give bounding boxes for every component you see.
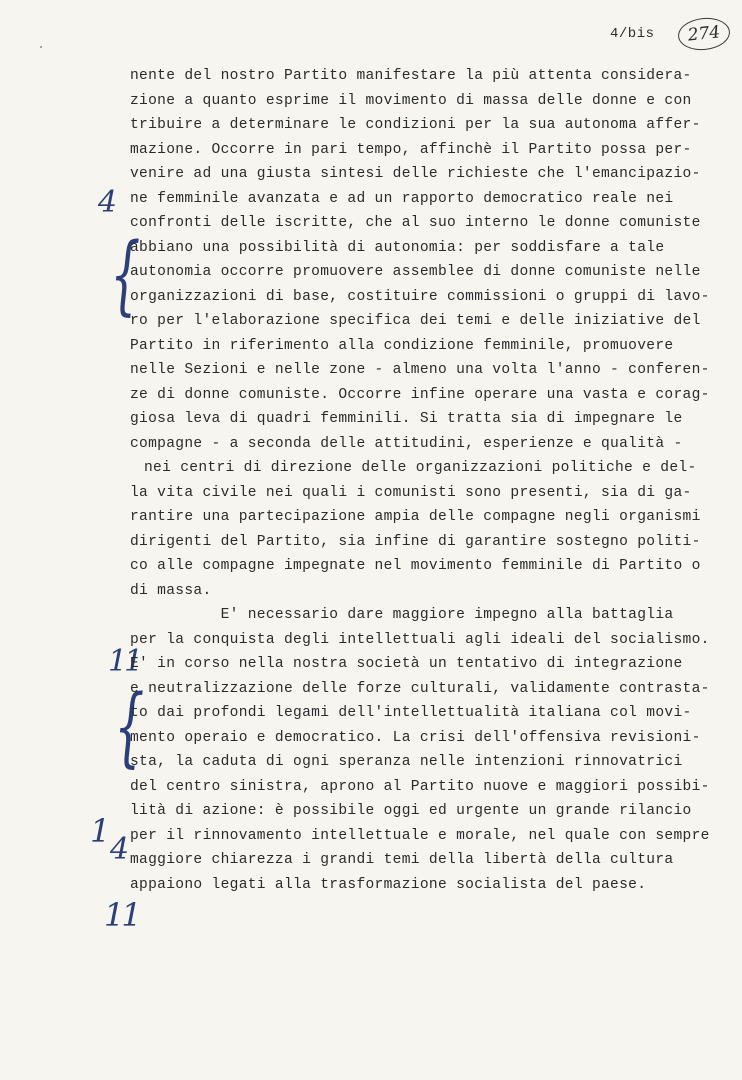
text-line: nelle Sezioni e nelle zone - almeno una volta l'anno - conferen- xyxy=(130,362,710,378)
text-line: to dai profondi legami dell'intellettualità italiana col movi- xyxy=(130,705,692,721)
text-line: sta, la caduta di ogni speranza nelle intenzioni rinnovatrici xyxy=(130,754,683,770)
text-line: ze di donne comuniste. Occorre infine operare una vasta e corag- xyxy=(130,386,710,403)
margin-mark-11-b: 11 xyxy=(104,896,139,934)
text-line: organizzazioni di base, costituire commissioni o gruppi di lavo- xyxy=(130,288,710,305)
margin-mark-4-b: 4 xyxy=(110,832,130,867)
text-line: zione a quanto esprime il movimento di massa delle donne e con xyxy=(130,92,692,109)
text-line: venire ad una giusta sintesi delle richieste che l'emancipazio- xyxy=(130,166,701,182)
text-line: ro per l'elaborazione specifica dei temi e delle iniziative del xyxy=(130,313,701,329)
text-line: Partito in riferimento alla condizione femminile, promuovere xyxy=(130,337,674,354)
archive-stamp xyxy=(676,15,731,52)
text-line: autonomia occorre promuovere assemblee di donne comuniste nelle xyxy=(130,264,701,280)
text-line: dirigenti del Partito, sia infine di garantire sostegno politi- xyxy=(130,533,701,550)
margin-brace-1: { xyxy=(110,225,141,325)
text-line: del centro sinistra, aprono al Partito nuove e maggiori possibi- xyxy=(130,778,710,795)
text-line: abbiano una possibilità di autonomia: per soddisfare a tale xyxy=(130,239,665,256)
text-line: nente del nostro Partito manifestare la più attenta considera- xyxy=(130,68,692,84)
page-reference: 4/bis xyxy=(610,26,655,42)
text-line: maggiore chiarezza i grandi temi della libertà della cultura xyxy=(130,852,674,868)
text-line: giosa leva di quadri femminili. Si tratta sia di impegnare le xyxy=(130,411,683,427)
margin-mark-4: 4 xyxy=(98,185,118,220)
text-line: compagne - a seconda delle attitudini, esperienze e qualità - xyxy=(130,435,683,452)
paragraph-start-line: E' necessario dare maggiore impegno alla battaglia xyxy=(130,607,674,623)
text-line: per la conquista degli intellettuali agli ideali del socialismo. xyxy=(130,631,710,648)
typed-text-body xyxy=(130,64,710,897)
text-line: lità di azione: è possibile oggi ed urgente un grande rilancio xyxy=(130,803,692,819)
text-line: di massa. xyxy=(130,582,212,599)
text-line: ne femminile avanzata e ad un rapporto democratico reale nei xyxy=(130,190,674,207)
text-line: mento operaio e democratico. La crisi dell'offensiva revisioni- xyxy=(130,729,701,746)
text-line: appaiono legati alla trasformazione socialista del paese. xyxy=(130,876,647,893)
text-line: per il rinnovamento intellettuale e morale, nel quale con sempre xyxy=(130,827,710,844)
stamp-number: 274 xyxy=(686,22,722,46)
text-line: confronti delle iscritte, che al suo interno le donne comuniste xyxy=(130,215,701,231)
text-line: rantire una partecipazione ampia delle compagne negli organismi xyxy=(130,509,701,525)
text-line: mazione. Occorre in pari tempo, affinchè il Partito possa per- xyxy=(130,141,692,158)
text-line: e neutralizzazione delle forze culturali, validamente contrasta- xyxy=(130,680,710,697)
margin-mark-1: 1 xyxy=(90,812,111,850)
text-line: tribuire a determinare le condizioni per la sua autonoma affer- xyxy=(130,117,701,133)
scan-speck xyxy=(40,46,42,48)
margin-brace-2: { xyxy=(114,677,145,777)
margin-mark-11-a: 11 xyxy=(108,644,141,679)
text-line: nei centri di direzione delle organizzazioni politiche e del- xyxy=(144,460,697,476)
text-line: E' in corso nella nostra società un tentativo di integrazione xyxy=(130,656,683,672)
text-line: co alle compagne impegnate nel movimento femminile di Partito o xyxy=(130,558,701,574)
text-line: la vita civile nei quali i comunisti sono presenti, sia di ga- xyxy=(130,484,692,501)
